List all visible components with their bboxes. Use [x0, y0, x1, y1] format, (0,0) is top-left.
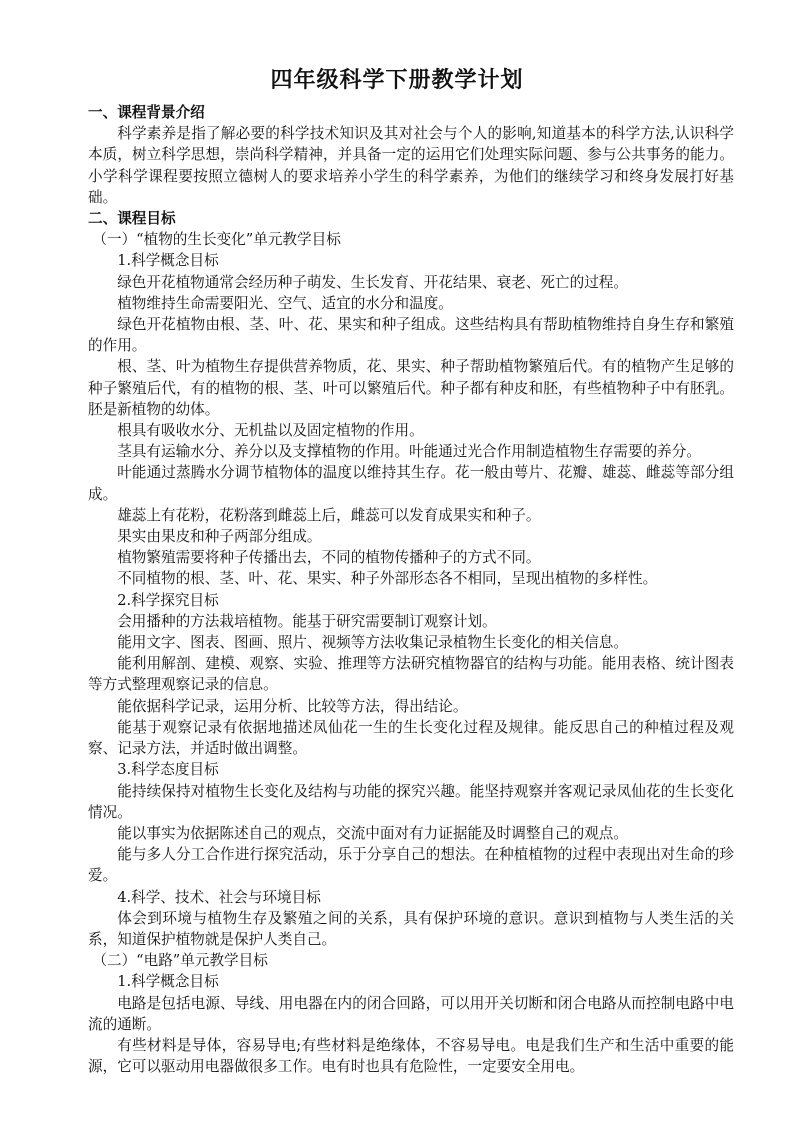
unit-heading: （一）“植物的生长变化”单元教学目标 [92, 231, 341, 249]
paragraph: 电路是包括电源、导线、用电器在内的闭合回路，可以用开关切断和闭合电路从而控制电路中电流的通断。 [88, 994, 734, 1033]
subsection-heading: 1.科学概念目标 [117, 973, 219, 991]
document-body [88, 102, 734, 1077]
subsection-heading: 3.科学态度目标 [117, 761, 219, 779]
section-heading: 二、课程目标 [88, 210, 176, 228]
subsection-heading: 4.科学、技术、社会与环境目标 [117, 888, 321, 906]
subsection-heading: 1.科学概念目标 [117, 252, 219, 270]
paragraph: 能用文字、图表、图画、照片、视频等方法收集记录植物生长变化的相关信息。 [117, 634, 628, 652]
paragraph: 能持续保持对植物生长变化及结构与功能的探究兴趣。能坚持观察并客观记录凤仙花的生长变化情况。 [88, 782, 734, 821]
paragraph: 果实由果皮和种子两部分组成。 [117, 528, 322, 546]
unit-heading: （二）“电路”单元教学目标 [92, 952, 268, 970]
section-heading: 一、课程背景介绍 [88, 104, 205, 121]
paragraph: 科学素养是指了解必要的科学技术知识及其对社会与个人的影响,知道基本的科学方法,认识科学本质，树立科学思想，崇尚科学精神，并具备一定的运用它们处理实际问题、参与公共事务的能力。小学科学课程要按照立德树人的要求培养小学生的科学素养，为他们的继续学习和终身发展打好基础。 [88, 125, 734, 206]
paragraph: 绿色开花植物通常会经历种子萌发、生长发育、开花结果、衰老、死亡的过程。 [117, 273, 628, 291]
paragraph: 会用播种的方法栽培植物。能基于研究需要制订观察计划。 [117, 612, 497, 630]
document-title: 四年级科学下册教学计划 [270, 68, 524, 93]
paragraph: 根、茎、叶为植物生存提供营养物质，花、果实、种子帮助植物繁殖后代。有的植物产生足够的种子繁殖后代，有的植物的根、茎、叶可以繁殖后代。种子都有种皮和胚，有些植物种子中有胚乳。胚是新植物的幼体。 [88, 358, 734, 418]
paragraph: 能与多人分工合作进行探究活动，乐于分享自己的想法。在种植植物的过程中表现出对生命的珍爱。 [88, 846, 734, 885]
paragraph: 绿色开花植物由根、茎、叶、花、果实和种子组成。这些结构具有帮助植物维持自身生存和繁殖的作用。 [88, 316, 734, 355]
paragraph: 能基于观察记录有依据地描述凤仙花一生的生长变化过程及规律。能反思自己的种植过程及观察、记录方法，并适时做出调整。 [88, 718, 734, 758]
paragraph: 茎具有运输水分、养分以及支撑植物的作用。叶能通过光合作用制造植物生存需要的养分。 [117, 443, 701, 461]
paragraph: 能以事实为依据陈述自己的观点，交流中面对有力证据能及时调整自己的观点。 [117, 824, 628, 842]
paragraph: 叶能通过蒸腾水分调节植物体的温度以维持其生存。花一般由萼片、花瓣、雄蕊、雌蕊等部分组成。 [88, 464, 734, 503]
subsection-heading: 2.科学探究目标 [117, 591, 219, 609]
paragraph: 雄蕊上有花粉，花粉落到雌蕊上后，雌蕊可以发育成果实和种子。 [117, 506, 541, 524]
paragraph: 根具有吸收水分、无机盐以及固定植物的作用。 [117, 422, 424, 440]
paragraph: 不同植物的根、茎、叶、花、果实、种子外部形态各不相同，呈现出植物的多样性。 [117, 570, 658, 588]
paragraph: 能依据科学记录，运用分析、比较等方法，得出结论。 [117, 697, 468, 715]
paragraph: 体会到环境与植物生存及繁殖之间的关系，具有保护环境的意识。意识到植物与人类生活的关系，知道保护植物就是保护人类自己。 [88, 909, 734, 948]
paragraph: 植物繁殖需要将种子传播出去，不同的植物传播种子的方式不同。 [117, 549, 541, 567]
paragraph: 有些材料是导体，容易导电;有些材料是绝缘体，不容易导电。电是我们生产和生活中重要的能源，它可以驱动用电器做很多工作。电有时也具有危险性，一定要安全用电。 [88, 1036, 734, 1076]
paragraph: 能利用解剖、建模、观察、实验、推理等方法研究植物器官的结构与功能。能用表格、统计图表等方式整理观察记录的信息。 [88, 655, 734, 694]
paragraph: 植物维持生命需要阳光、空气、适宜的水分和温度。 [117, 294, 453, 312]
